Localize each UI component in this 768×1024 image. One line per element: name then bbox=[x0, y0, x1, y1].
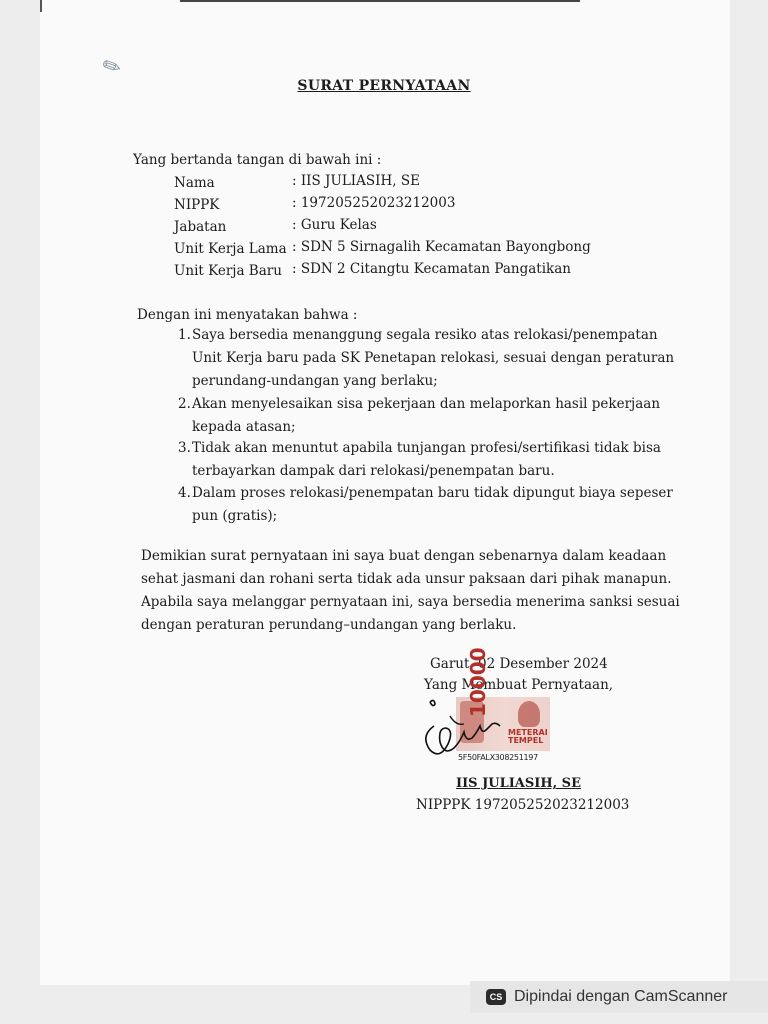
list-item-line: Unit Kerja baru pada SK Penetapan relokasi, sesuai dengan peraturan bbox=[192, 350, 675, 366]
scan-smudge-icon: ✎ bbox=[98, 52, 126, 83]
stamp-value: 10000 bbox=[466, 647, 490, 717]
field-value-nama: : IIS JULIASIH, SE bbox=[292, 173, 420, 189]
field-label-jabatan: Jabatan bbox=[174, 219, 227, 235]
closing-line: Apabila saya melanggar pernyataan ini, saya bersedia menerima sanksi sesuai bbox=[141, 594, 680, 610]
garuda-emblem-icon bbox=[518, 701, 540, 727]
list-item-number: 2. bbox=[178, 396, 191, 412]
stamp-serial: 5F50FALX308251197 bbox=[458, 753, 538, 762]
intro-text: Yang bertanda tangan di bawah ini : bbox=[133, 152, 382, 168]
list-item-line: pun (gratis); bbox=[192, 508, 278, 524]
signer-id: NIPPPK 197205252023212003 bbox=[416, 797, 630, 813]
closing-line: sehat jasmani dan rohani serta tidak ada unsur paksaan dari pihak manapun. bbox=[141, 571, 672, 587]
field-value-jabatan: : Guru Kelas bbox=[292, 217, 377, 233]
signer-role: Yang Membuat Pernyataan, bbox=[424, 677, 614, 693]
field-value-unit-lama: : SDN 5 Sirnagalih Kecamatan Bayongbong bbox=[292, 239, 591, 255]
handwritten-signature bbox=[420, 696, 510, 766]
field-value-nippk: : 197205252023212003 bbox=[292, 195, 456, 211]
signer-name: IIS JULIASIH, SE bbox=[456, 776, 581, 791]
closing-line: dengan peraturan perundang–undangan yang berlaku. bbox=[141, 617, 517, 633]
list-item-line: Akan menyelesaikan sisa pekerjaan dan melaporkan hasil pekerjaan bbox=[192, 396, 661, 412]
list-item-line: kepada atasan; bbox=[192, 419, 296, 435]
stamp-label-line2: TEMPEL bbox=[508, 736, 544, 745]
list-item-line: Saya bersedia menanggung segala resiko atas relokasi/penempatan bbox=[192, 327, 658, 343]
list-item-number: 4. bbox=[178, 485, 191, 501]
place-date: Garut, 02 Desember 2024 bbox=[430, 656, 608, 672]
list-item-line: perundang-undangan yang berlaku; bbox=[192, 373, 438, 389]
camscanner-icon: CS bbox=[486, 989, 506, 1005]
scan-edge-line bbox=[180, 0, 580, 2]
field-value-unit-baru: : SDN 2 Citangtu Kecamatan Pangatikan bbox=[292, 261, 571, 277]
list-item-number: 3. bbox=[178, 440, 191, 456]
field-label-unit-baru: Unit Kerja Baru bbox=[174, 263, 282, 279]
scan-edge-mark bbox=[40, 0, 42, 12]
camscanner-watermark bbox=[470, 981, 768, 1013]
field-label-nama: Nama bbox=[174, 175, 215, 191]
list-item-number: 1. bbox=[178, 327, 191, 343]
list-item-line: terbayarkan dampak dari relokasi/penempatan baru. bbox=[192, 463, 555, 479]
statement-intro: Dengan ini menyatakan bahwa : bbox=[137, 307, 358, 323]
closing-line: Demikian surat pernyataan ini saya buat dengan sebenarnya dalam keadaan bbox=[141, 548, 667, 564]
field-label-unit-lama: Unit Kerja Lama bbox=[174, 241, 287, 257]
watermark-text: Dipindai dengan CamScanner bbox=[514, 988, 728, 1005]
list-item-line: Dalam proses relokasi/penempatan baru tidak dipungut biaya sepeser bbox=[192, 485, 673, 501]
field-label-nippk: NIPPK bbox=[174, 197, 220, 213]
document-title: SURAT PERNYATAAN bbox=[297, 78, 471, 94]
stamp-label bbox=[508, 729, 548, 745]
stamp-label-line1: METERAI bbox=[508, 728, 548, 737]
list-item-line: Tidak akan menuntut apabila tunjangan profesi/sertifikasi tidak bisa bbox=[192, 440, 661, 456]
